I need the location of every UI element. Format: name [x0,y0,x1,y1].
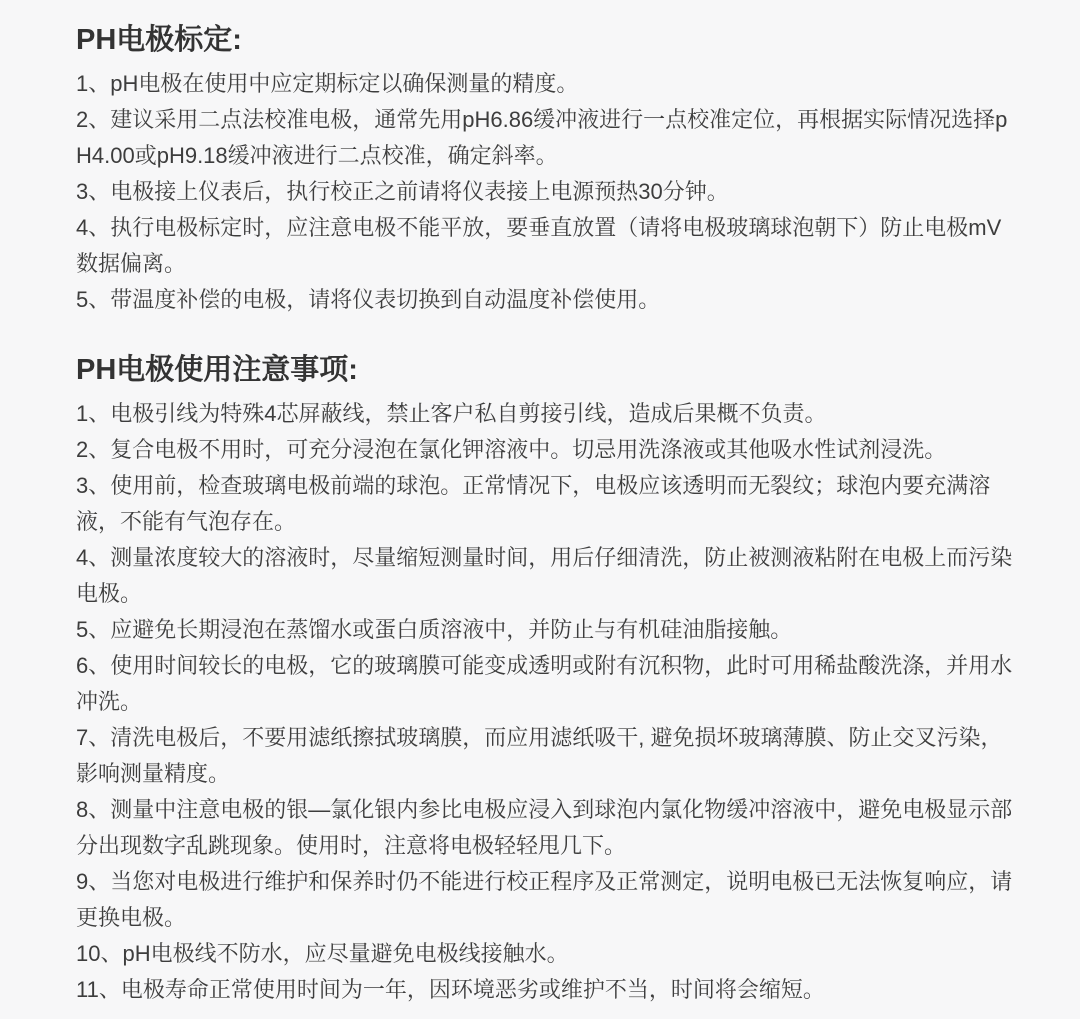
list-item: 5、应避免长期浸泡在蒸馏水或蛋白质溶液中，并防止与有机硅油脂接触。 [76,617,793,642]
list-item: 9、当您对电极进行维护和保养时仍不能进行校正程序及正常测定，说明电极已无法恢复响应，请更换电极。 [76,869,1013,930]
section-title-usage-notes: PH电极使用注意事项: [76,354,358,386]
list-item: 8、测量中注意电极的银—氯化银内参比电极应浸入到球泡内氯化物缓冲溶液中，避免电极显示部分出现数字乱跳现象。使用时，注意将电极轻轻甩几下。 [76,797,1013,858]
list-item: 4、执行电极标定时，应注意电极不能平放，要垂直放置（请将电极玻璃球泡朝下）防止电极mV数据偏离。 [76,215,1002,276]
list-item: 2、建议采用二点法校准电极，通常先用pH6.86缓冲液进行一点校准定位，再根据实际情况选择pH4.00或pH9.18缓冲液进行二点校准，确定斜率。 [76,107,1008,168]
section-ph-electrode-calibration [76,20,1016,318]
list-item: 1、电极引线为特殊4芯屏蔽线，禁止客户私自剪接引线，造成后果概不负责。 [76,401,827,426]
list-item: 7、清洗电极后，不要用滤纸擦拭玻璃膜，而应用滤纸吸干, 避免损坏玻璃薄膜、防止交叉污染，影响测量精度。 [76,725,1003,786]
list-item: 10、pH电极线不防水，应尽量避免电极线接触水。 [76,941,569,966]
list-item: 1、pH电极在使用中应定期标定以确保测量的精度。 [76,71,579,96]
list-item: 3、电极接上仪表后，执行校正之前请将仪表接上电源预热30分钟。 [76,179,729,204]
list-item: 3、使用前，检查玻璃电极前端的球泡。正常情况下，电极应该透明而无裂纹；球泡内要充满溶液，不能有气泡存在。 [76,473,991,534]
list-item: 4、测量浓度较大的溶液时，尽量缩短测量时间，用后仔细清洗，防止被测液粘附在电极上而污染电极。 [76,545,1013,606]
list-item: 6、使用时间较长的电极，它的玻璃膜可能变成透明或附有沉积物，此时可用稀盐酸洗涤，并用水冲洗。 [76,653,1013,714]
section-title-calibration: PH电极标定: [76,24,242,56]
list-item: 11、电极寿命正常使用时间为一年，因环境恶劣或维护不当，时间将会缩短。 [76,977,825,1002]
list-item: 2、复合电极不用时，可充分浸泡在氯化钾溶液中。切忌用洗涤液或其他吸水性试剂浸洗。 [76,437,947,462]
list-item: 5、带温度补偿的电极，请将仪表切换到自动温度补偿使用。 [76,287,661,312]
section-ph-electrode-usage-notes [76,350,1016,1008]
